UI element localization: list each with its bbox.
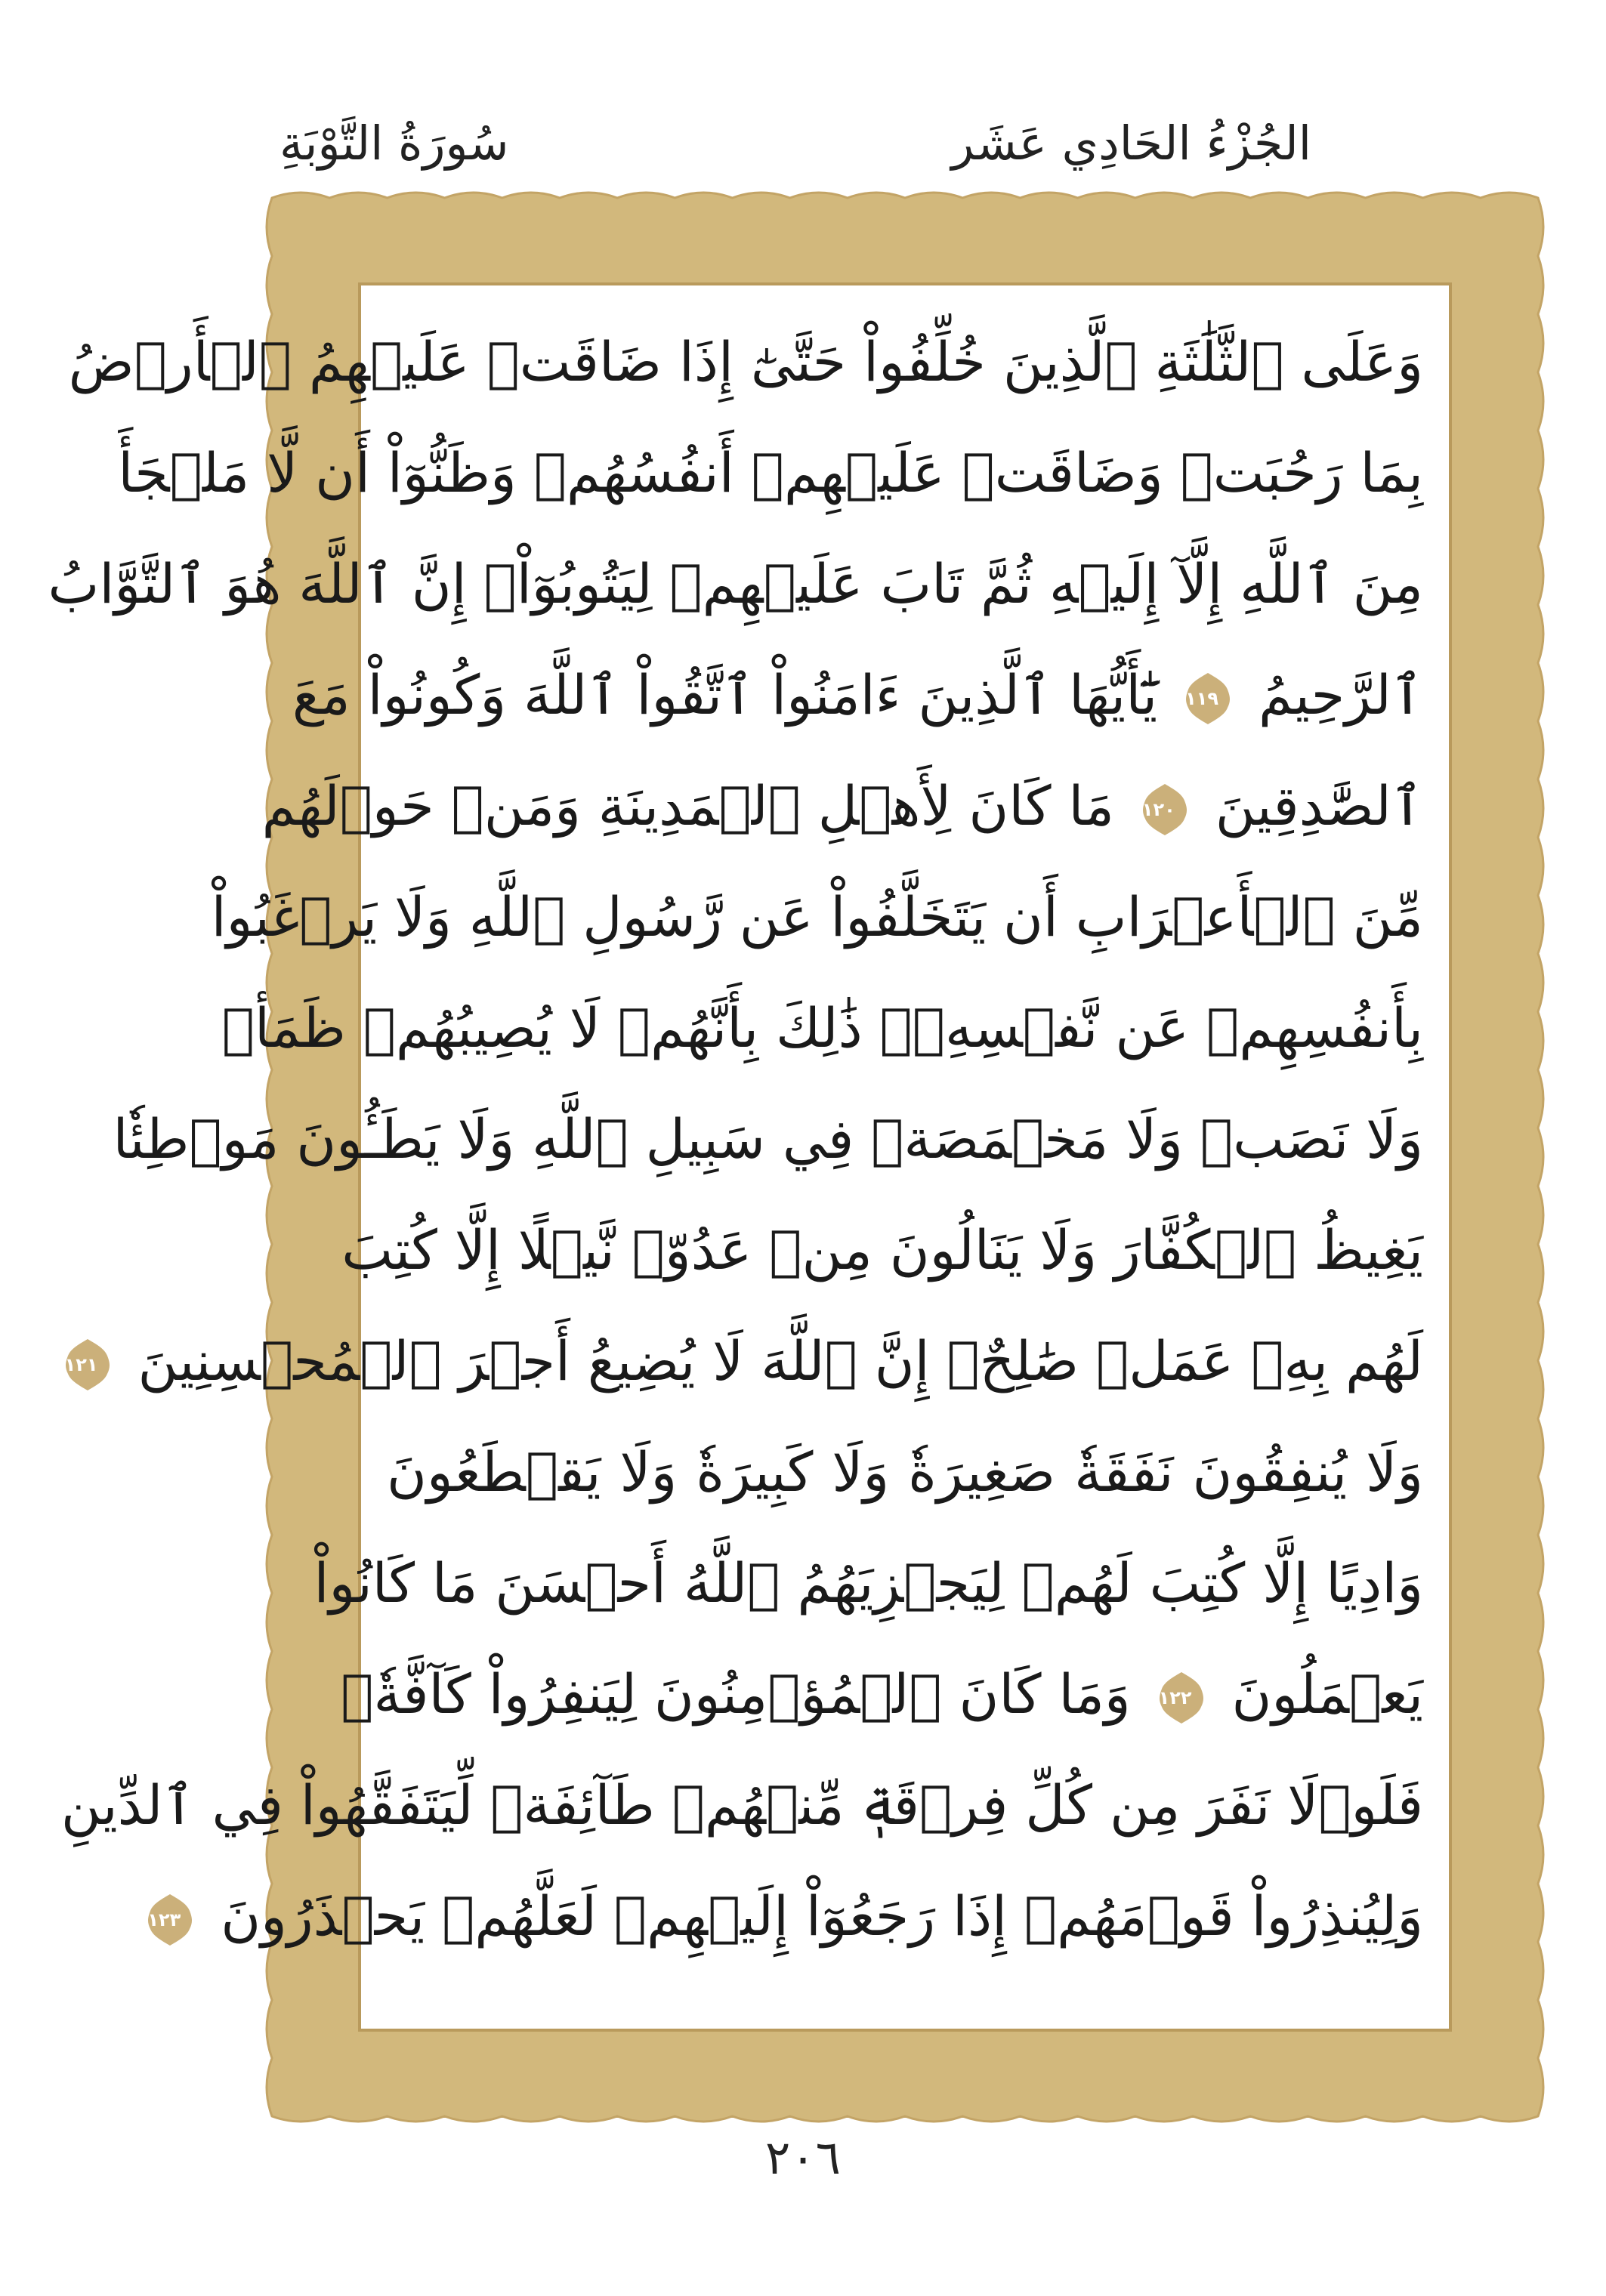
ayah-number-marker — [1159, 1671, 1204, 1725]
verse-line — [211, 862, 1423, 973]
verse-text: وَمَا كَانَ ٱلۡمُؤۡمِنُونَ لِيَنفِرُواْ كَآفَّةٗۚ — [341, 1662, 1131, 1726]
verse-line — [313, 1528, 1423, 1639]
verse-text: وَادِيًا إِلَّا كُتِبَ لَهُمۡ لِيَجۡزِيَهُمُ ٱللَّهُ أَحۡسَنَ مَا كَانُواْ — [313, 1551, 1423, 1615]
verse-text: بِأَنفُسِهِمۡ عَن نَّفۡسِهِۦۚ ذَٰلِكَ بِأَنَّهُمۡ لَا يُصِيبُهُمۡ ظَمَأٞ — [221, 996, 1423, 1060]
ayah-number: ١٢٣ — [147, 1909, 181, 1931]
verse-text: مَا كَانَ لِأَهۡلِ ٱلۡمَدِينَةِ وَمَنۡ حَوۡلَهُم — [261, 774, 1114, 838]
verse-text: بِمَا رَحُبَتۡ وَضَاقَتۡ عَلَيۡهِمۡ أَنفُسُهُمۡ وَظَنُّوٓاْ أَن لَّا مَلۡجَأَ — [118, 441, 1423, 505]
ayah-number: ١٢٠ — [1141, 799, 1175, 821]
verse-text: مِنَ ٱللَّهِ إِلَّآ إِلَيۡهِ ثُمَّ تَابَ عَلَيۡهِمۡ لِيَتُوبُوٓاْۚ إِنَّ ٱللَّهَ هُوَ ٱلتَّوَّابُ — [48, 552, 1423, 616]
ayah-number: ١٢١ — [64, 1354, 98, 1376]
verse-line — [60, 1750, 1423, 1861]
verse-text: ٱلصَّٰدِقِينَ — [1215, 774, 1423, 838]
verse-line — [221, 973, 1423, 1084]
verse-text: يَعۡمَلُونَ — [1231, 1662, 1423, 1726]
verse-text: ٱلرَّحِيمُ — [1258, 663, 1423, 727]
verse-text: لَهُم بِهِۦ عَمَلٞ صَٰلِحٌۚ إِنَّ ٱللَّهَ لَا يُضِيعُ أَجۡرَ ٱلۡمُحۡسِنِينَ — [137, 1329, 1423, 1393]
verse-line — [113, 1084, 1423, 1195]
verse-text: يَٰٓأَيُّهَا ٱلَّذِينَ ءَامَنُواْ ٱتَّقُواْ ٱللَّهَ وَكُونُواْ مَعَ — [292, 663, 1158, 727]
verse-line — [261, 751, 1423, 862]
verse-line — [48, 529, 1423, 640]
verse-line — [118, 418, 1423, 529]
juz-title: الجُزْءُ الحَادِي عَشَر — [951, 116, 1311, 171]
verse-text: مِّنَ ٱلۡأَعۡرَابِ أَن يَتَخَلَّفُواْ عَن رَّسُولِ ٱللَّهِ وَلَا يَرۡغَبُواْ — [211, 885, 1423, 949]
verse-line — [387, 1417, 1423, 1528]
verse-line — [341, 1639, 1423, 1750]
ayah-number: ١٢٢ — [1158, 1687, 1192, 1709]
verse-line — [292, 640, 1423, 751]
verse-line — [147, 1861, 1423, 1972]
verse-line — [341, 1195, 1423, 1306]
ayah-number-marker — [1185, 671, 1231, 726]
ayah-number: ١١٩ — [1185, 688, 1219, 710]
verse-text: وَلِيُنذِرُواْ قَوۡمَهُمۡ إِذَا رَجَعُوٓاْ إِلَيۡهِمۡ لَعَلَّهُمۡ يَحۡذَرُونَ — [221, 1884, 1423, 1948]
ayah-number-marker — [65, 1338, 110, 1392]
verse-line — [68, 307, 1423, 418]
verse-text-panel — [48, 285, 1449, 2029]
ayah-number-marker — [147, 1893, 193, 1947]
ayah-number-marker — [1142, 782, 1188, 837]
surah-title: سُورَةُ التَّوْبَةِ — [280, 116, 509, 171]
verse-text: يَغِيظُ ٱلۡكُفَّارَ وَلَا يَنَالُونَ مِنۡ عَدُوّٖ نَّيۡلًا إِلَّا كُتِبَ — [341, 1218, 1423, 1282]
page-number: ٢٠٦ — [765, 2130, 841, 2185]
verse-line — [64, 1306, 1423, 1417]
verse-text: وَلَا نَصَبٞ وَلَا مَخۡمَصَةٞ فِي سَبِيلِ ٱللَّهِ وَلَا يَطَـُٔونَ مَوۡطِئٗا — [113, 1107, 1423, 1171]
verse-text: فَلَوۡلَا نَفَرَ مِن كُلِّ فِرۡقَةٖ مِّنۡهُمۡ طَآئِفَةٞ لِّيَتَفَقَّهُواْ فِي ٱلدِّينِ — [60, 1773, 1423, 1837]
verse-text: وَعَلَى ٱلثَّلَٰثَةِ ٱلَّذِينَ خُلِّفُواْ حَتَّىٰٓ إِذَا ضَاقَتۡ عَلَيۡهِمُ ٱلۡأَرۡضُ — [68, 330, 1423, 393]
verse-text: وَلَا يُنفِقُونَ نَفَقَةٗ صَغِيرَةٗ وَلَا كَبِيرَةٗ وَلَا يَقۡطَعُونَ — [387, 1440, 1423, 1504]
